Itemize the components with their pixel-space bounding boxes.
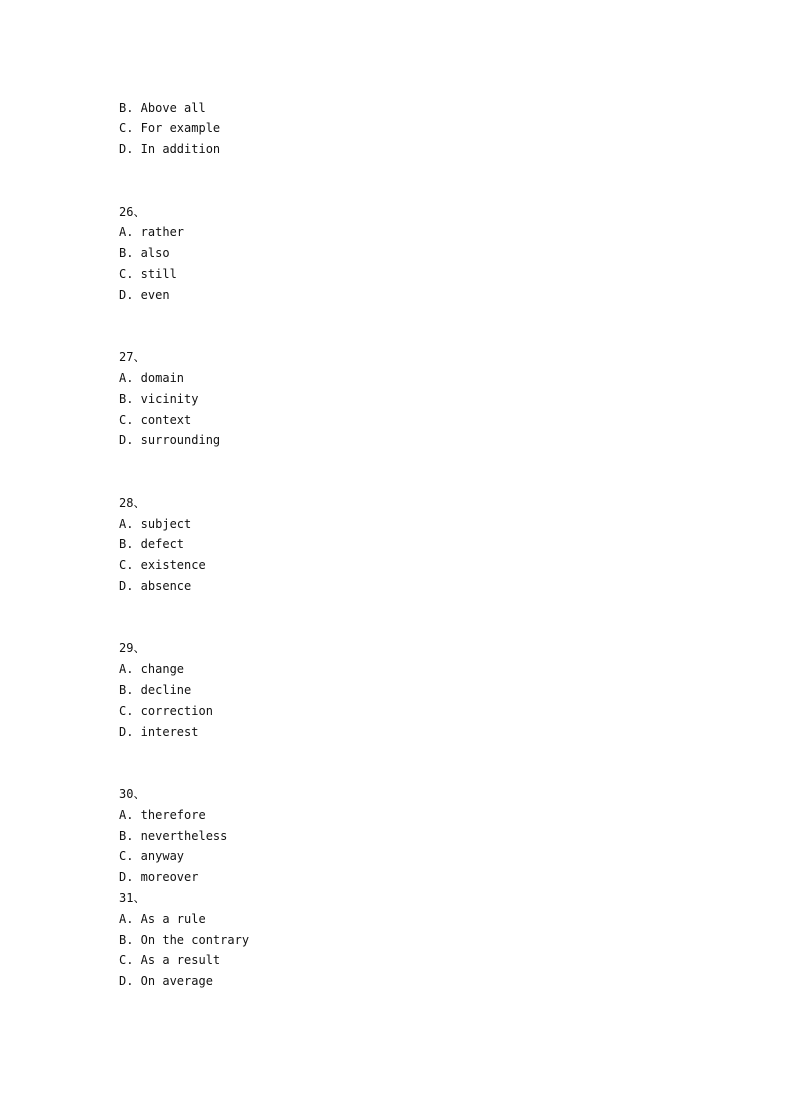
question-number: 28、 (119, 496, 146, 510)
option-line: A. subject (119, 517, 192, 531)
option-line: D. even (119, 288, 170, 302)
option-line: B. decline (119, 683, 192, 697)
question-number: 31、 (119, 891, 146, 905)
option-line: B. vicinity (119, 392, 199, 406)
option-line: A. therefore (119, 808, 206, 822)
option-line: D. moreover (119, 870, 199, 884)
option-line: C. For example (119, 121, 221, 135)
option-line: A. rather (119, 225, 185, 239)
option-line: D. absence (119, 579, 192, 593)
option-line: B. On the contrary (119, 933, 250, 947)
option-line: D. interest (119, 725, 199, 739)
option-line: C. still (119, 267, 177, 281)
option-line: C. anyway (119, 849, 185, 863)
option-line: A. domain (119, 371, 185, 385)
question-number: 26、 (119, 205, 146, 219)
option-line: B. defect (119, 537, 185, 551)
option-line: A. change (119, 662, 185, 676)
option-line: B. Above all (119, 101, 206, 115)
option-line: C. context (119, 413, 192, 427)
question-number: 29、 (119, 641, 146, 655)
option-line: C. existence (119, 558, 206, 572)
option-line: D. surrounding (119, 433, 221, 447)
option-line: B. also (119, 246, 170, 260)
option-line: C. correction (119, 704, 213, 718)
option-line: B. nevertheless (119, 829, 228, 843)
question-number: 30、 (119, 787, 146, 801)
option-line: D. On average (119, 974, 213, 988)
option-line: D. In addition (119, 142, 221, 156)
option-line: A. As a rule (119, 912, 206, 926)
question-number: 27、 (119, 350, 146, 364)
option-line: C. As a result (119, 953, 221, 967)
